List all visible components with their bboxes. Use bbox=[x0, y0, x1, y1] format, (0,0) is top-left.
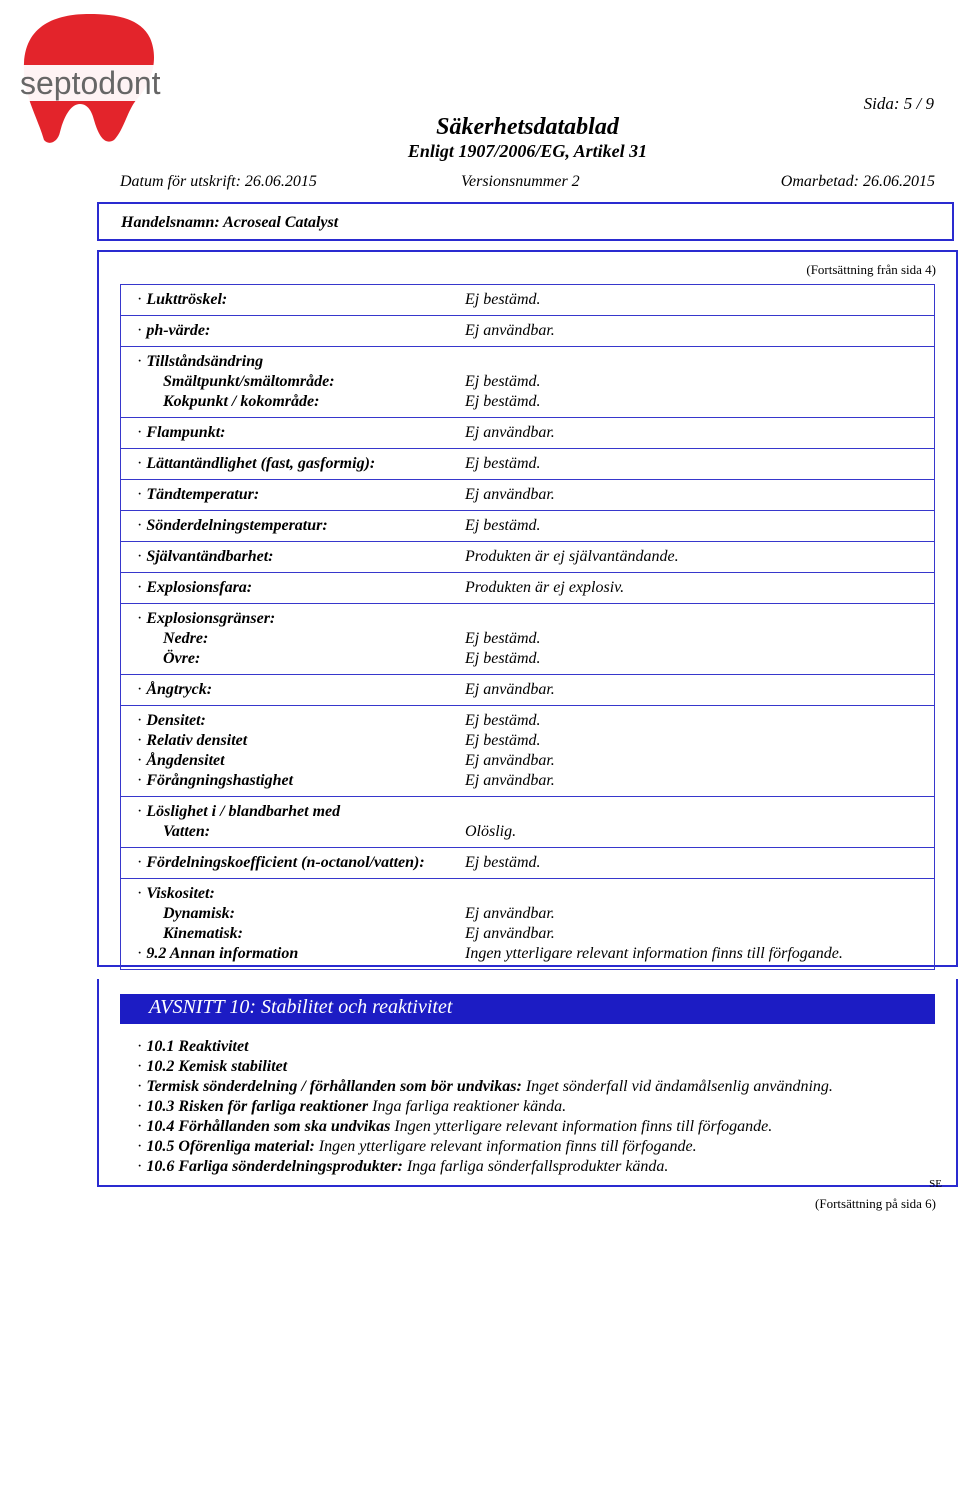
property-row bbox=[121, 772, 934, 792]
property-label-text: Nedre: bbox=[163, 630, 209, 647]
property-label bbox=[163, 373, 335, 391]
property-row bbox=[121, 291, 934, 311]
bullet-dot: · bbox=[137, 1058, 147, 1075]
section-10-item bbox=[137, 1038, 937, 1058]
property-row bbox=[121, 945, 934, 965]
property-label-text: 9.2 Annan information bbox=[146, 945, 299, 962]
property-label bbox=[137, 579, 252, 597]
bullet-dot: · bbox=[137, 945, 147, 962]
continued-to: (Fortsättning på sida 6) bbox=[815, 1196, 936, 1211]
section-10-item bbox=[137, 1118, 937, 1138]
property-group bbox=[120, 347, 935, 418]
bullet-dot: · bbox=[137, 732, 147, 749]
section-10-list bbox=[137, 1038, 937, 1178]
property-label bbox=[137, 353, 263, 371]
property-label-text: Vatten: bbox=[163, 823, 211, 840]
bullet-dot: · bbox=[137, 424, 147, 441]
property-row bbox=[121, 373, 934, 393]
property-label-text: Smältpunkt/smältområde: bbox=[163, 373, 335, 390]
section-10-item-label: 10.5 Oförenliga material: bbox=[146, 1138, 315, 1155]
property-group bbox=[120, 879, 935, 970]
property-value: Ej användbar. bbox=[465, 424, 555, 441]
property-label-text: Flampunkt: bbox=[146, 424, 226, 441]
property-label-text: Ångtryck: bbox=[146, 681, 213, 698]
language-code: SE bbox=[929, 1178, 942, 1190]
property-label bbox=[137, 752, 225, 770]
property-label-text: Densitet: bbox=[146, 712, 206, 729]
property-value: Ej användbar. bbox=[465, 925, 555, 942]
section-10-item-label: Termisk sönderdelning / förhållanden som bör undvikas: bbox=[146, 1078, 522, 1095]
property-value: Ej användbar. bbox=[465, 681, 555, 698]
property-label bbox=[137, 803, 340, 821]
property-group bbox=[120, 604, 935, 675]
property-label bbox=[163, 925, 243, 943]
section-10-item bbox=[137, 1138, 937, 1158]
trade-name: Handelsnamn: Acroseal Catalyst bbox=[121, 214, 339, 231]
section-10-item-label: 10.2 Kemisk stabilitet bbox=[146, 1058, 288, 1075]
property-row bbox=[121, 905, 934, 925]
property-label bbox=[137, 455, 375, 473]
property-row bbox=[121, 803, 934, 823]
property-label-text: Dynamisk: bbox=[163, 905, 235, 922]
property-label bbox=[137, 854, 425, 872]
property-label bbox=[137, 772, 293, 790]
property-value: Ej bestämd. bbox=[465, 712, 541, 729]
bullet-dot: · bbox=[137, 803, 147, 820]
property-group bbox=[120, 706, 935, 797]
print-date: Datum för utskrift: 26.06.2015 bbox=[120, 173, 317, 190]
section-10-item-value: Inga farliga sönderfallsprodukter kända. bbox=[406, 1158, 669, 1175]
properties-table bbox=[120, 284, 935, 970]
revised-date: Omarbetad: 26.06.2015 bbox=[780, 173, 935, 190]
property-value: Ej användbar. bbox=[465, 322, 555, 339]
property-label-text: Lukttröskel: bbox=[146, 291, 228, 308]
bullet-dot: · bbox=[137, 752, 147, 769]
property-label-text: Kokpunkt / kokområde: bbox=[163, 393, 320, 410]
property-label bbox=[137, 517, 328, 535]
page-number: Sida: 5 / 9 bbox=[863, 94, 934, 113]
property-group bbox=[120, 480, 935, 511]
property-row bbox=[121, 322, 934, 342]
property-group bbox=[120, 449, 935, 480]
property-row bbox=[121, 548, 934, 568]
bullet-dot: · bbox=[137, 1038, 147, 1055]
document-subtitle: Enligt 1907/2006/EG, Artikel 31 bbox=[407, 141, 648, 161]
property-label-text: Sönderdelningstemperatur: bbox=[146, 517, 328, 534]
property-value: Ej bestämd. bbox=[465, 650, 541, 667]
property-label-text: Kinematisk: bbox=[163, 925, 244, 942]
bullet-dot: · bbox=[137, 1078, 147, 1095]
property-label bbox=[163, 905, 235, 923]
section-10-item-value: Ingen ytterligare relevant information finns till förfogande. bbox=[394, 1118, 773, 1135]
property-label-text: Löslighet i / blandbarhet med bbox=[146, 803, 341, 820]
property-row bbox=[121, 630, 934, 650]
property-row bbox=[121, 353, 934, 373]
property-row bbox=[121, 712, 934, 732]
property-label-text: Explosionsfara: bbox=[146, 579, 253, 596]
property-value: Ej bestämd. bbox=[465, 291, 541, 308]
property-label bbox=[137, 322, 210, 340]
section-10-item bbox=[137, 1058, 937, 1078]
document-title: Säkerhetsdatablad bbox=[436, 114, 619, 140]
property-label bbox=[137, 291, 227, 309]
property-group bbox=[120, 848, 935, 879]
property-value: Produkten är ej självantändande. bbox=[465, 548, 679, 565]
property-label bbox=[137, 945, 298, 963]
bullet-dot: · bbox=[137, 353, 147, 370]
property-value: Ej bestämd. bbox=[465, 732, 541, 749]
property-label bbox=[163, 393, 319, 411]
property-group bbox=[120, 573, 935, 604]
trade-name-box bbox=[97, 202, 954, 241]
bullet-dot: · bbox=[137, 854, 147, 871]
property-group bbox=[120, 797, 935, 848]
property-row bbox=[121, 455, 934, 475]
property-label-text: Självantändbarhet: bbox=[146, 548, 274, 565]
bullet-dot: · bbox=[137, 1098, 147, 1115]
svg-text:septodont: septodont bbox=[20, 65, 161, 101]
property-row bbox=[121, 579, 934, 599]
property-group bbox=[120, 542, 935, 573]
bullet-dot: · bbox=[137, 712, 147, 729]
property-label bbox=[163, 630, 208, 648]
section-10-item bbox=[137, 1078, 937, 1098]
property-value: Ej användbar. bbox=[465, 905, 555, 922]
bullet-dot: · bbox=[137, 610, 147, 627]
property-group bbox=[120, 284, 935, 316]
property-row bbox=[121, 610, 934, 630]
continued-from: (Fortsättning från sida 4) bbox=[806, 262, 936, 277]
bullet-dot: · bbox=[137, 548, 147, 565]
section-10-item-label: 10.4 Förhållanden som ska undvikas bbox=[146, 1118, 391, 1135]
property-label bbox=[137, 424, 225, 442]
property-row bbox=[121, 650, 934, 670]
property-group bbox=[120, 316, 935, 347]
property-row bbox=[121, 393, 934, 413]
property-label bbox=[137, 732, 247, 750]
property-row bbox=[121, 486, 934, 506]
property-row bbox=[121, 517, 934, 537]
section-10-heading bbox=[120, 994, 935, 1024]
bullet-dot: · bbox=[137, 885, 147, 902]
property-label bbox=[137, 712, 206, 730]
property-row bbox=[121, 681, 934, 701]
property-row bbox=[121, 752, 934, 772]
property-row bbox=[121, 854, 934, 874]
property-value: Ej bestämd. bbox=[465, 517, 541, 534]
property-row bbox=[121, 925, 934, 945]
bullet-dot: · bbox=[137, 486, 147, 503]
bullet-dot: · bbox=[137, 772, 147, 789]
property-value: Ej användbar. bbox=[465, 772, 555, 789]
property-label-text: Övre: bbox=[163, 650, 201, 667]
property-label bbox=[137, 548, 273, 566]
property-group bbox=[120, 675, 935, 706]
bullet-dot: · bbox=[137, 322, 147, 339]
section-10-item bbox=[137, 1158, 937, 1178]
property-label-text: Ångdensitet bbox=[146, 752, 225, 769]
property-label bbox=[137, 885, 215, 903]
property-label bbox=[137, 610, 275, 628]
bullet-dot: · bbox=[137, 579, 147, 596]
section-10-item-label: 10.6 Farliga sönderdelningsprodukter: bbox=[146, 1158, 403, 1175]
property-label bbox=[137, 486, 259, 504]
bullet-dot: · bbox=[137, 517, 147, 534]
property-value: Ej användbar. bbox=[465, 752, 555, 769]
section-10-item bbox=[137, 1098, 937, 1118]
bullet-dot: · bbox=[137, 681, 147, 698]
section-10-title: AVSNITT 10: Stabilitet och reaktivitet bbox=[149, 996, 453, 1018]
section-10-item-label: 10.3 Risken för farliga reaktioner bbox=[146, 1098, 369, 1115]
property-label-text: Explosionsgränser: bbox=[146, 610, 276, 627]
property-value: Ej bestämd. bbox=[465, 373, 541, 390]
property-label-text: Lättantändlighet (fast, gasformig): bbox=[146, 455, 376, 472]
section-10-item-label: 10.1 Reaktivitet bbox=[146, 1038, 249, 1055]
property-row bbox=[121, 732, 934, 752]
bullet-dot: · bbox=[137, 291, 147, 308]
property-label bbox=[163, 650, 200, 668]
bullet-dot: · bbox=[137, 455, 147, 472]
section-10-item-value: Ingen ytterligare relevant information finns till förfogande. bbox=[318, 1138, 697, 1155]
bullet-dot: · bbox=[137, 1118, 147, 1135]
property-value: Ej användbar. bbox=[465, 486, 555, 503]
section-10-item-value: Inga farliga reaktioner kända. bbox=[372, 1098, 567, 1115]
property-value: Ej bestämd. bbox=[465, 630, 541, 647]
section-10-item-value: Inget sönderfall vid ändamålsenlig användning. bbox=[525, 1078, 833, 1095]
property-group bbox=[120, 418, 935, 449]
property-label bbox=[137, 681, 212, 699]
property-label-text: Tillståndsändring bbox=[146, 353, 264, 370]
property-value: Olöslig. bbox=[465, 823, 517, 840]
property-value: Produkten är ej explosiv. bbox=[465, 579, 625, 596]
property-value: Ej bestämd. bbox=[465, 854, 541, 871]
property-row bbox=[121, 885, 934, 905]
property-label-text: Relativ densitet bbox=[146, 732, 248, 749]
property-label-text: Förångningshastighet bbox=[146, 772, 294, 789]
bullet-dot: · bbox=[137, 1158, 147, 1175]
bullet-dot: · bbox=[137, 1138, 147, 1155]
property-group bbox=[120, 511, 935, 542]
property-label-text: Viskositet: bbox=[146, 885, 215, 902]
property-value: Ej bestämd. bbox=[465, 455, 541, 472]
property-row bbox=[121, 424, 934, 444]
property-label bbox=[163, 823, 210, 841]
property-value: Ingen ytterligare relevant information finns till förfogande. bbox=[465, 945, 843, 962]
version-number: Versionsnummer 2 bbox=[461, 173, 580, 190]
property-label-text: Fördelningskoefficient (n-octanol/vatten): bbox=[146, 854, 425, 871]
property-label-text: Tändtemperatur: bbox=[146, 486, 260, 503]
property-row bbox=[121, 823, 934, 843]
property-value: Ej bestämd. bbox=[465, 393, 541, 410]
property-label-text: ph-värde: bbox=[146, 322, 211, 339]
